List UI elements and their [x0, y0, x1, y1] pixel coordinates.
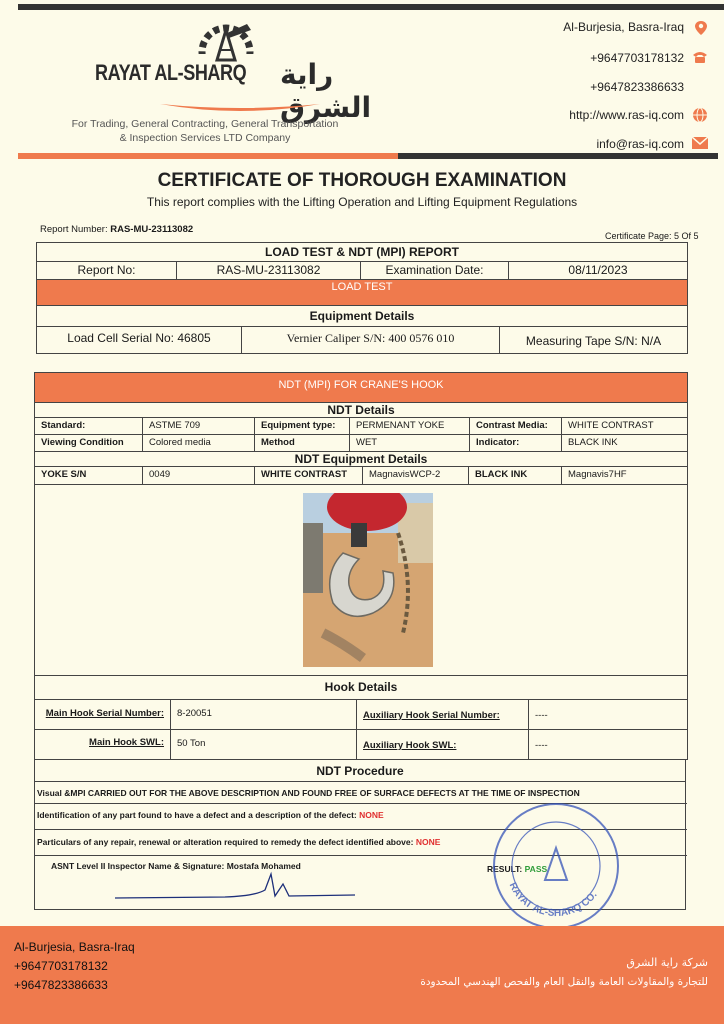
header-top-bar: [18, 4, 724, 10]
contact-address: Al-Burjesia, Basra-Iraq: [563, 20, 684, 34]
ndt-table: [34, 372, 688, 760]
inspector-name: ASNT Level II Inspector Name & Signature: Mostafa Mohamed: [51, 861, 301, 871]
company-logo: [40, 14, 372, 124]
contact-phone-1: +9647703178132: [590, 51, 684, 65]
result-value: PASS: [524, 864, 548, 874]
main-hook-serial-value: 8-20051: [171, 700, 357, 730]
standard-value: ASTME 709: [143, 418, 255, 435]
contrast-media-label: Contrast Media:: [470, 418, 562, 435]
yoke-value: 0049: [143, 467, 255, 485]
white-contrast-value: MagnavisWCP-2: [363, 467, 469, 485]
ndt-section-bar: NDT (MPI) FOR CRANE'S HOOK: [35, 373, 687, 403]
footer-tagline-ar: للتجارة والمقاولات العامة والنقل العام والفحص الهندسي المحدودة: [420, 976, 708, 988]
report-no-label: Report No:: [37, 262, 177, 280]
exam-date-value: 08/11/2023: [509, 262, 687, 280]
repair-particulars: Particulars of any repair, renewal or alteration required to remedy the defect identified above: NONE: [35, 830, 687, 856]
procedure-statement: Visual &MPI CARRIED OUT FOR THE ABOVE DESCRIPTION AND FOUND FREE OF SURFACE DEFECTS AT THE TIME OF INSPECTION: [35, 782, 687, 804]
footer-phone-2: +9647823386633: [14, 978, 108, 992]
main-hook-swl-label: Main Hook SWL:: [35, 730, 171, 759]
report-no-value: RAS-MU-23113082: [177, 262, 361, 280]
document-subtitle: This report complies with the Lifting Operation and Lifting Equipment Regulations: [146, 195, 578, 209]
inspector-signature: [105, 870, 365, 906]
method-label: Method: [255, 435, 350, 452]
vernier-caliper-serial: Vernier Caliper S/N: 400 0576 010: [242, 327, 500, 353]
ndt-equipment-header: NDT Equipment Details: [35, 452, 687, 467]
footer-address: Al-Burjesia, Basra-Iraq: [14, 940, 135, 954]
footer-phone-1: +9647703178132: [14, 959, 108, 973]
company-name-en: RAYAT AL-SHARQ: [95, 60, 247, 85]
document-title: CERTIFICATE OF THOROUGH EXAMINATION: [157, 170, 567, 191]
company-stamp: [490, 800, 622, 932]
mail-icon: [692, 137, 708, 149]
measuring-tape-serial: Measuring Tape S/N: N/A: [525, 334, 662, 348]
footer-company-ar: شركة راية الشرق: [626, 956, 708, 969]
equipment-type-label: Equipment type:: [255, 418, 350, 435]
result: RESULT: PASS: [487, 864, 548, 874]
aux-hook-serial-value: ----: [529, 700, 687, 730]
photo-area: [35, 485, 687, 676]
equipment-type-value: PERMENANT YOKE: [350, 418, 470, 435]
certificate-page: Certificate Page: 5 Of 5: [605, 231, 699, 241]
black-ink-value: Magnavis7HF: [562, 467, 687, 485]
viewing-condition-value: Colored media: [143, 435, 255, 452]
ndt-procedure-header: NDT Procedure: [35, 760, 685, 782]
viewing-condition-label: Viewing Condition: [35, 435, 143, 452]
globe-icon: [692, 107, 708, 123]
method-value: WET: [350, 435, 470, 452]
indicator-value: BLACK INK: [562, 435, 687, 452]
phone-icon: [692, 50, 708, 64]
logo-swoosh: [160, 102, 320, 116]
contact-phone-2: +9647823386633: [590, 80, 684, 94]
contrast-media-value: WHITE CONTRAST: [562, 418, 687, 435]
contact-website[interactable]: http://www.ras-iq.com: [569, 108, 684, 122]
standard-label: Standard:: [35, 418, 143, 435]
defect-identification: Identification of any part found to have a defect and a description of the defect: NONE: [35, 804, 687, 830]
yoke-label: YOKE S/N: [35, 467, 143, 485]
load-cell-serial: Load Cell Serial No: 46805: [37, 327, 242, 353]
repair-particulars-value: NONE: [415, 837, 441, 847]
defect-identification-value: NONE: [359, 810, 384, 820]
company-name-ar: راية الشرق: [280, 58, 372, 124]
load-test-header: LOAD TEST & NDT (MPI) REPORT: [37, 243, 687, 262]
hook-photo: [303, 493, 433, 667]
report-number: Report Number: RAS-MU-23113082: [40, 224, 194, 235]
aux-hook-swl-label: Auxiliary Hook SWL:: [357, 730, 529, 759]
black-ink-label: BLACK INK: [469, 467, 562, 485]
aux-hook-serial-label: Auxiliary Hook Serial Number:: [357, 700, 529, 730]
equipment-details-header: Equipment Details: [37, 306, 687, 327]
load-test-section-bar: LOAD TEST: [37, 280, 687, 306]
exam-date-label: Examination Date:: [361, 262, 509, 280]
main-hook-serial-label: Main Hook Serial Number:: [35, 700, 171, 730]
main-hook-swl-value: 50 Ton: [171, 730, 357, 759]
ndt-details-header: NDT Details: [35, 403, 687, 418]
load-test-table: [36, 242, 688, 354]
svg-text:RAYAT AL-SHARQ CO.: RAYAT AL-SHARQ CO.: [506, 880, 600, 920]
location-pin-icon: [694, 20, 708, 36]
hook-details-header: Hook Details: [35, 675, 687, 700]
aux-hook-swl-value: ----: [535, 740, 548, 751]
company-tagline: For Trading, General Contracting, General Transportation & Inspection Services LTD Company: [71, 118, 339, 144]
header-divider: [18, 153, 718, 159]
indicator-label: Indicator:: [470, 435, 562, 452]
contact-email[interactable]: info@ras-iq.com: [596, 137, 684, 151]
white-contrast-label: WHITE CONTRAST: [255, 467, 363, 485]
